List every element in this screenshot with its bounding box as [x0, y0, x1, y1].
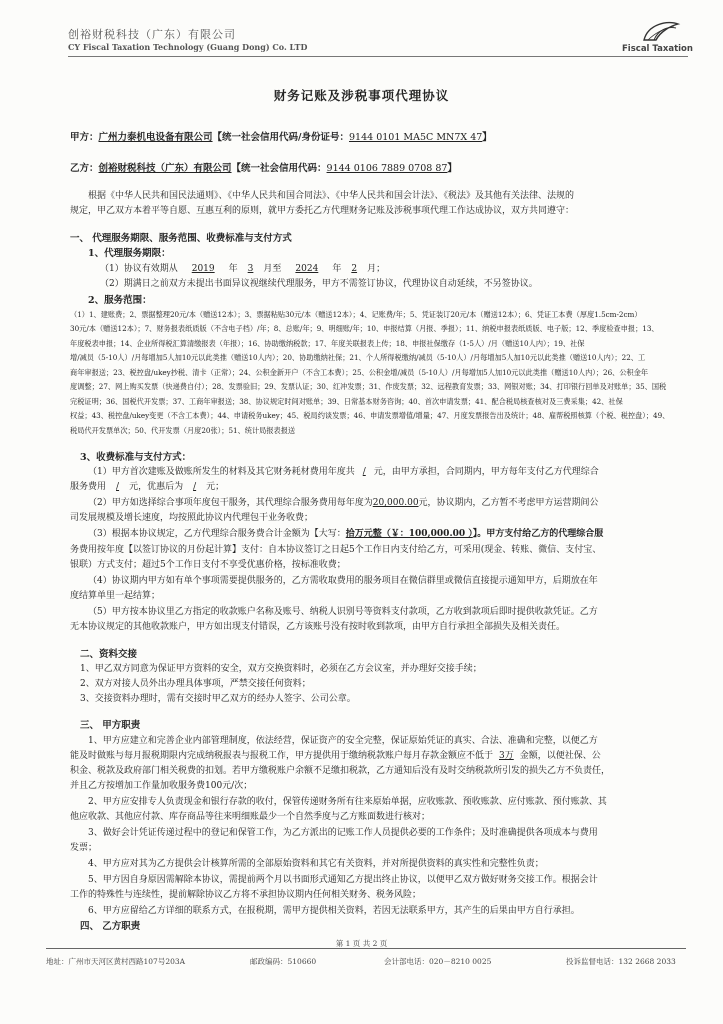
scope-line: 度调整；27、网上购买发票（快递费自付）；28、发票验旧；29、发票认证；30、红冲发票；31、作废发票；32、远程教育发票；33、网银对账；34、打印银行回单及对账单；35、国税	[70, 382, 667, 391]
scope-line: 完税证明；36、国税代开发票；37、工商年审报送；38、协议规定时间对账单；39、日常基本财务咨询；40、首次申请发票；41、配合税局核查核对及三费采集；42、社保	[70, 397, 623, 406]
renewal-line: （2）期满日之前双方未提出书面异议视继续代理服务，甲方不需签订协议，代理协议自动延续，不另签协议。	[100, 279, 538, 289]
section1-heading: 一、 代理服务期限、服务范围、收费标准与支付方式	[70, 233, 292, 244]
handover-item: 3、交接资料办理时，需有交接时甲乙双方的经办人签字、公司公章。	[80, 694, 356, 704]
year-label-2: 年	[332, 264, 342, 274]
footer-postcode: 邮政编码：510660	[250, 957, 317, 966]
section4-heading: 四、 乙方职责	[80, 921, 141, 932]
year-label: 年	[228, 264, 238, 274]
fee-line-1b	[70, 481, 224, 494]
fee1-text-b: 元，由甲方承担，合同期内，甲方每年支付乙方代理综合	[373, 467, 599, 477]
fee1-text-e: 元；	[206, 482, 225, 492]
party-a-duty-line: 并且乙方按增加工作量加收服务费100元/次；	[70, 781, 253, 791]
fee-line-3b: 务费用按年度【以签订协议的月份起计算】支付：自本协议签订之日起5个工作日内支付给乙方，可采用(现金、转账、微信、支付宝、	[70, 545, 602, 555]
month-to-label: 月至	[263, 264, 282, 274]
party-a-code-end: 】	[482, 132, 492, 143]
annual-fee-amount: 20,000.00	[372, 498, 419, 508]
party-a-duty-line: 3、做好会计凭证传递过程中的登记和保管工作，为乙方派出的记账工作人员提供必要的工作条件；及时准确提供各项成本与费用	[88, 828, 598, 838]
party-a-code-label: 【统一社会信用代码/身份证号：	[212, 132, 350, 143]
duty-text: 能及时做账与每月报税期限内完成纳税报表与报税工作，甲方提供用于缴纳税款账户每月存款金额应不低于	[70, 751, 494, 761]
party-a-duty-line: 工作的特殊性与连续性，提前解除协议乙方将不承担协议期内任何相关财务、税务风险；	[70, 890, 422, 900]
fee-line-4b: 度结算单里一起结算；	[70, 591, 161, 601]
fee-line-5: （5）甲方按本协议里乙方指定的收款账户名称及账号、纳税人识别号等资料支付款项，乙方收到款项后即时提供收款凭证。乙方	[88, 607, 598, 617]
party-a-duty-line: 他应收款、其他应付款、库存商品等往来明细账最少一个自然季度与乙方账面数进行核对；	[70, 812, 431, 822]
handover-item: 1、甲乙双方同意为保证甲方资料的安全，双方交换资料时，必须在乙方会议室，并办理好交接手续；	[80, 664, 482, 674]
party-a-duty-line: 积金、税款及政府部门相关税费的扣划。若甲方缴税账户余额不足缴扣税款，乙方通知后没有及时交纳税款所引发的损失乙方不负责任，	[70, 766, 611, 776]
service-period-line	[100, 263, 385, 276]
fee-line-3c: 银联）方式支付；超过5个工作日支付不享受优惠价格，按标准收费；	[70, 560, 346, 570]
service-scope-heading: 2、服务范围：	[88, 295, 152, 306]
scope-line: （1）1、建账费；2、票据整理20元/本（赠送12本）；3、票据粘贴30元/本（赠送12本）；4、记账费/年；5、凭证装订20元/本（赠送12本）；6、凭证工本费（厚度1.5cm-2cm）	[70, 310, 642, 319]
fee1-text-d: 元，优惠后为	[129, 482, 184, 492]
fee1-blank-3: /	[193, 482, 197, 492]
intro-line-2: 规定，甲乙双方本着平等自愿、互惠互利的原则，就甲方委托乙方代理财务记账及涉税事项代理工作达成协议，双方共同遵守：	[70, 206, 575, 216]
fee-line-3	[88, 528, 603, 541]
start-year: 2019	[191, 264, 215, 274]
fee3-text-b: 】。甲方支付给乙方的代理综合服	[472, 529, 604, 539]
party-a-duty-line: 发票；	[70, 843, 98, 853]
month-end-label: 月；	[367, 264, 386, 274]
party-a-duty-line: 6、甲方应留给乙方详细的联系方式，在报税期，需甲方提供相关资料，若因无法联系甲方，其产生的后果由甲方自行承担。	[88, 906, 580, 916]
section3-heading: 三、 甲方职责	[80, 720, 141, 731]
leaf-icon	[634, 18, 686, 44]
logo-text: Fiscal Taxation	[622, 44, 693, 54]
minimum-deposit: 3万	[499, 751, 514, 761]
fee1-blank-2: /	[116, 482, 120, 492]
fee3-text-a: （3）根据本协议规定，乙方代理综合服务费合计金额为【大写：	[88, 529, 346, 539]
party-a-duty-line: 1、甲方应建立和完善企业内部管理制度，依法经营，保证资产的安全完整，保证原始凭证的真实、合法、准确和完整，以便乙方	[88, 736, 598, 746]
party-b-code-end: 】	[447, 163, 457, 174]
party-a-name: 广州力泰机电设备有限公司	[98, 132, 213, 143]
party-a-duty-line: 2、甲方应安排专人负责现金和银行存款的收付，保管传递财务所有往来原始单据，应收账款、预收账款、应付账款、预付账款、其	[88, 797, 607, 807]
party-b	[70, 162, 457, 175]
party-a-label: 甲方：	[70, 132, 99, 143]
party-b-code: 9144 0106 7889 0708 87	[326, 163, 448, 174]
intro-line-1: 根据《中华人民共和国民法通则》、《中华人民共和国合同法》、《中华人民共和国会计法》、《税法》及其他有关法律、法规的	[88, 191, 575, 201]
footer-phone: 会计部电话：020－8210 0025	[384, 957, 492, 966]
scope-line: 权益；43、税控盘/ukey变更（不含工本费）；44、申请税务ukey；45、税局约谈发票；46、申请发票增值/增量；47、月度发票报告出及统计；48、雇帮税照核算（个税、税控盘）；49、	[70, 411, 670, 420]
fee2-text-b: 元，协议期内，乙方暂不考虑甲方运营期间公	[418, 498, 599, 508]
start-month: 3	[247, 264, 254, 274]
party-a-duty-line	[70, 750, 601, 763]
scope-line: 30元/本（赠送12本）；7、财务报表纸质版（不含电子档）/年；8、总账/年；9、明细账/年；10、申报结算（月报、季报）；11、纳税申报表纸质版、电子版；12、季度检查申报；13、	[70, 324, 659, 333]
party-a	[70, 131, 492, 144]
footer-divider	[46, 948, 686, 949]
fee-line-1	[88, 466, 599, 479]
end-year: 2024	[295, 264, 319, 274]
page-number: 第 1 页 共 2 页	[335, 939, 388, 948]
fee1-text-c: 服务费用	[70, 482, 107, 492]
footer-address: 地址：广州市天河区黄村西路107号203A	[46, 957, 186, 966]
party-b-label: 乙方：	[70, 163, 99, 174]
company-name-cn: 创裕财税科技（广东）有限公司	[68, 28, 236, 41]
fee1-text-a: （1）甲方首次建账及做账所发生的材料及其它财务耗材费用年度共	[88, 467, 355, 477]
document-title: 财务记账及涉税事项代理协议	[273, 88, 450, 103]
scope-line: 商年审报送；23、税控盘/ukey抄税、清卡（正常）；24、公积金新开户（不含工本费）；25、公积金增/减员（5-10人）/月每增加5人加10元以此类推（赠送10人内）；26、公积金年	[70, 368, 649, 377]
fee-line-2b: 司发展规模及增长速度，均按照此协议内代理包干业务收费；	[70, 513, 314, 523]
end-month: 2	[351, 264, 358, 274]
scope-line: 增/减员（5-10人）/月每增加5人加10元以此类推（赠送10人内）；20、协助缴纳社保；21、个人所得税缴纳/减员（5-10人）/月每增加5人加10元以此类推（赠送10人内）；22、工	[70, 353, 646, 362]
party-a-duty-line: 4、甲方应对其为乙方提供会计核算所需的全部原始资料和其它有关资料，并对所提供资料的真实性和完整性负责；	[88, 859, 544, 869]
party-b-code-label: 【统一社会信用代码：	[231, 163, 327, 174]
scope-line: 税局代开发票单次；50、代开发票（月度20张）；51、统计局报表报送	[70, 426, 296, 435]
section2-heading: 二、资料交接	[80, 649, 138, 660]
duty-text-after: 金额，以便社保、公	[519, 751, 601, 761]
fee-line-2	[88, 497, 599, 510]
handover-item: 2、双方对接人员外出办理具体事项，严禁交接任何资料；	[80, 679, 311, 689]
period-prefix: （1）协议有效期从	[100, 264, 178, 274]
fee2-text-a: （2）甲方如选择综合事项年度包干服务，其代理综合服务费用每年度为	[88, 498, 373, 508]
party-a-duty-line: 5、甲方因自身原因需解除本协议，需提前两个月以书面形式通知乙方提出终止协议，以便甲乙双方做好财务交接工作。根据会计	[88, 875, 598, 885]
header-divider	[68, 56, 688, 57]
service-period-heading: 1、代理服务期限：	[88, 248, 171, 259]
party-a-code: 9144 0101 MA5C MN7X 47	[349, 132, 483, 143]
party-b-name: 创裕财税科技（广东）有限公司	[98, 163, 232, 174]
total-fee-amount: 拾万元整（￥：100,000.00 ）	[345, 529, 473, 539]
fee-heading: 3、收费标准与支付方式：	[80, 452, 192, 463]
scope-line: 年度税表申报；14、企业所得税汇算清缴报表（年报）；16、协助缴纳税款；17、年度关联报表上传；18、申报社保缴存（1-5人）/月（赠送10人内）；19、社保	[70, 339, 585, 348]
fee-line-4: （4）协议期内甲方如有单个事项需要提供服务的，乙方需收取费用的服务项目在微信群里或微信直接提示通知甲方，后期放在年	[88, 576, 598, 586]
fee1-blank-1: /	[362, 467, 366, 477]
fee-line-5b: 无本协议规定的其他收款账户，甲方如出现支付错误，乙方该账号没有按时收到款项，由甲方自行承担全部损失及相关责任。	[70, 622, 566, 632]
footer-complaint-phone: 投诉监督电话：132 2668 2033	[566, 957, 676, 966]
company-name-en: CY Fiscal Taxation Technology (Guang Dong) Co. LTD	[68, 42, 308, 52]
